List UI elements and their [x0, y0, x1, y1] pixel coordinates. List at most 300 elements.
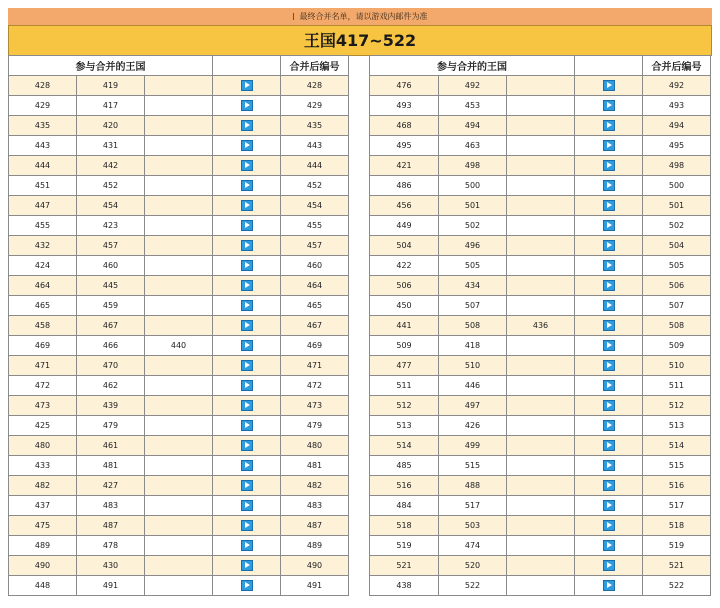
kingdom-b-cell: 508: [439, 316, 507, 336]
table-row: [370, 196, 711, 216]
page-title: 王国417~522: [8, 25, 712, 56]
new-id-cell: 489: [281, 536, 349, 556]
kingdom-a-cell: 477: [370, 356, 439, 376]
icon-cell: [213, 296, 281, 316]
kingdom-a-cell: 432: [9, 236, 77, 256]
play-icon[interactable]: [241, 540, 253, 551]
kingdom-a-cell: 509: [370, 336, 439, 356]
kingdom-c-cell: [145, 276, 213, 296]
kingdom-c-cell: [507, 96, 575, 116]
table-row: [9, 336, 349, 356]
kingdom-c-cell: [145, 436, 213, 456]
play-icon[interactable]: [241, 80, 253, 91]
kingdom-b-cell: 430: [77, 556, 145, 576]
kingdom-c-cell: [145, 256, 213, 276]
kingdom-a-cell: 473: [9, 396, 77, 416]
new-id-cell: 506: [643, 276, 711, 296]
kingdom-c-cell: [507, 116, 575, 136]
kingdom-a-cell: 504: [370, 236, 439, 256]
icon-cell: [213, 116, 281, 136]
table-row: [9, 496, 349, 516]
play-icon[interactable]: [241, 560, 253, 571]
kingdom-b-cell: 417: [77, 96, 145, 116]
kingdom-c-cell: [145, 376, 213, 396]
table-row: [9, 296, 349, 316]
kingdom-c-cell: [145, 176, 213, 196]
kingdom-a-cell: 429: [9, 96, 77, 116]
kingdom-a-cell: 484: [370, 496, 439, 516]
new-id-cell: 483: [281, 496, 349, 516]
kingdom-c-cell: [145, 316, 213, 336]
kingdom-c-cell: [145, 536, 213, 556]
icon-cell: [575, 316, 643, 336]
table-row: [9, 396, 349, 416]
kingdom-b-cell: 431: [77, 136, 145, 156]
kingdom-c-cell: [145, 496, 213, 516]
table-row: [9, 176, 349, 196]
kingdom-c-cell: [507, 216, 575, 236]
table-row: [370, 276, 711, 296]
table-row: [370, 76, 711, 96]
divider-icon: [293, 13, 294, 20]
play-icon[interactable]: [603, 400, 615, 411]
play-icon[interactable]: [603, 260, 615, 271]
new-id-cell: 508: [643, 316, 711, 336]
kingdom-a-cell: 514: [370, 436, 439, 456]
kingdom-b-cell: 522: [439, 576, 507, 596]
kingdom-a-cell: 433: [9, 456, 77, 476]
new-id-cell: 491: [281, 576, 349, 596]
kingdom-c-cell: [145, 576, 213, 596]
kingdom-b-cell: 497: [439, 396, 507, 416]
table-row: [9, 76, 349, 96]
icon-cell: [213, 156, 281, 176]
play-icon[interactable]: [241, 100, 253, 111]
kingdom-a-cell: 447: [9, 196, 77, 216]
play-icon[interactable]: [603, 160, 615, 171]
kingdom-c-cell: [145, 196, 213, 216]
play-icon[interactable]: [241, 280, 253, 291]
table-row: [9, 436, 349, 456]
play-icon[interactable]: [241, 460, 253, 471]
new-id-cell: 455: [281, 216, 349, 236]
icon-cell: [575, 216, 643, 236]
play-icon[interactable]: [241, 180, 253, 191]
kingdom-a-cell: 519: [370, 536, 439, 556]
kingdom-c-cell: [507, 476, 575, 496]
table-row: [9, 276, 349, 296]
kingdom-a-cell: 424: [9, 256, 77, 276]
icon-cell: [213, 176, 281, 196]
table-row: [370, 336, 711, 356]
kingdom-b-cell: 501: [439, 196, 507, 216]
kingdom-b-cell: 520: [439, 556, 507, 576]
kingdom-b-cell: 434: [439, 276, 507, 296]
play-icon[interactable]: [603, 100, 615, 111]
kingdom-b-cell: 505: [439, 256, 507, 276]
table-row: [370, 556, 711, 576]
kingdom-b-cell: 460: [77, 256, 145, 276]
table-row: [370, 416, 711, 436]
play-icon[interactable]: [241, 120, 253, 131]
merge-table-right: [369, 55, 711, 596]
play-icon[interactable]: [241, 340, 253, 351]
kingdom-a-cell: 428: [9, 76, 77, 96]
kingdom-b-cell: 507: [439, 296, 507, 316]
kingdom-b-cell: 499: [439, 436, 507, 456]
kingdom-b-cell: 420: [77, 116, 145, 136]
kingdom-a-cell: 518: [370, 516, 439, 536]
play-icon[interactable]: [241, 440, 253, 451]
table-row: [9, 136, 349, 156]
table-row: [370, 356, 711, 376]
kingdom-b-cell: 454: [77, 196, 145, 216]
kingdom-c-cell: [507, 76, 575, 96]
table-header-row: [370, 56, 711, 76]
table-row: [9, 476, 349, 496]
icon-cell: [575, 196, 643, 216]
kingdom-c-cell: [145, 136, 213, 156]
play-icon[interactable]: [603, 520, 615, 531]
kingdom-a-cell: 449: [370, 216, 439, 236]
kingdom-c-cell: 436: [507, 316, 575, 336]
header-blank: [575, 56, 643, 76]
merge-table-left: [8, 55, 349, 596]
new-id-cell: 515: [643, 456, 711, 476]
play-icon[interactable]: [603, 180, 615, 191]
icon-cell: [213, 316, 281, 336]
notice-banner: [8, 8, 712, 25]
kingdom-a-cell: 425: [9, 416, 77, 436]
new-id-cell: 492: [643, 76, 711, 96]
kingdom-c-cell: [145, 416, 213, 436]
new-id-cell: 490: [281, 556, 349, 576]
new-id-cell: 500: [643, 176, 711, 196]
play-icon[interactable]: [241, 480, 253, 491]
new-id-cell: 435: [281, 116, 349, 136]
table-row: [9, 196, 349, 216]
icon-cell: [213, 436, 281, 456]
kingdom-a-cell: 456: [370, 196, 439, 216]
kingdom-b-cell: 452: [77, 176, 145, 196]
kingdom-b-cell: 462: [77, 376, 145, 396]
table-row: [370, 496, 711, 516]
new-id-cell: 510: [643, 356, 711, 376]
kingdom-b-cell: 470: [77, 356, 145, 376]
icon-cell: [213, 256, 281, 276]
kingdom-c-cell: [507, 176, 575, 196]
icon-cell: [213, 576, 281, 596]
play-icon[interactable]: [603, 460, 615, 471]
icon-cell: [575, 96, 643, 116]
table-row: [370, 576, 711, 596]
table-row: [9, 116, 349, 136]
kingdom-c-cell: [507, 416, 575, 436]
icon-cell: [213, 356, 281, 376]
kingdom-b-cell: 496: [439, 236, 507, 256]
new-id-cell: 517: [643, 496, 711, 516]
table-row: [370, 296, 711, 316]
play-icon[interactable]: [603, 320, 615, 331]
kingdom-a-cell: 512: [370, 396, 439, 416]
play-icon[interactable]: [603, 360, 615, 371]
new-id-cell: 487: [281, 516, 349, 536]
kingdom-b-cell: 459: [77, 296, 145, 316]
kingdom-c-cell: [145, 156, 213, 176]
kingdom-a-cell: 469: [9, 336, 77, 356]
icon-cell: [575, 516, 643, 536]
icon-cell: [213, 556, 281, 576]
kingdom-b-cell: 494: [439, 116, 507, 136]
play-icon[interactable]: [241, 220, 253, 231]
play-icon[interactable]: [241, 240, 253, 251]
kingdom-c-cell: [145, 396, 213, 416]
new-id-cell: 429: [281, 96, 349, 116]
kingdom-b-cell: 453: [439, 96, 507, 116]
table-row: [9, 456, 349, 476]
new-id-cell: 472: [281, 376, 349, 396]
header-merged: 参与合并的王国: [370, 56, 575, 76]
new-id-cell: 498: [643, 156, 711, 176]
kingdom-b-cell: 426: [439, 416, 507, 436]
kingdom-c-cell: [507, 276, 575, 296]
play-icon[interactable]: [241, 400, 253, 411]
new-id-cell: 471: [281, 356, 349, 376]
kingdom-a-cell: 511: [370, 376, 439, 396]
play-icon[interactable]: [241, 520, 253, 531]
table-row: [9, 236, 349, 256]
play-icon[interactable]: [241, 380, 253, 391]
icon-cell: [575, 476, 643, 496]
play-icon[interactable]: [603, 140, 615, 151]
kingdom-b-cell: 466: [77, 336, 145, 356]
new-id-cell: 513: [643, 416, 711, 436]
icon-cell: [575, 336, 643, 356]
play-icon[interactable]: [241, 140, 253, 151]
kingdom-a-cell: 521: [370, 556, 439, 576]
new-id-cell: 444: [281, 156, 349, 176]
kingdom-c-cell: 440: [145, 336, 213, 356]
new-id-cell: 460: [281, 256, 349, 276]
table-row: [370, 436, 711, 456]
icon-cell: [213, 136, 281, 156]
kingdom-b-cell: 419: [77, 76, 145, 96]
kingdom-c-cell: [507, 516, 575, 536]
kingdom-a-cell: 458: [9, 316, 77, 336]
new-id-cell: 504: [643, 236, 711, 256]
notice-text: 最终合并名单，请以游戏内邮件为准: [299, 12, 428, 21]
new-id-cell: 495: [643, 136, 711, 156]
header-merged: 参与合并的王国: [9, 56, 213, 76]
play-icon[interactable]: [603, 580, 615, 591]
table-header-row: [9, 56, 349, 76]
kingdom-b-cell: 457: [77, 236, 145, 256]
table-row: [9, 156, 349, 176]
kingdom-b-cell: 474: [439, 536, 507, 556]
icon-cell: [575, 136, 643, 156]
table-row: [370, 536, 711, 556]
kingdom-b-cell: 502: [439, 216, 507, 236]
play-icon[interactable]: [603, 480, 615, 491]
new-id-cell: 464: [281, 276, 349, 296]
table-row: [370, 476, 711, 496]
play-icon[interactable]: [603, 380, 615, 391]
table-row: [370, 116, 711, 136]
play-icon[interactable]: [241, 580, 253, 591]
play-icon[interactable]: [603, 300, 615, 311]
kingdom-a-cell: 468: [370, 116, 439, 136]
new-id-cell: 502: [643, 216, 711, 236]
icon-cell: [213, 496, 281, 516]
new-id-cell: 452: [281, 176, 349, 196]
table-row: [370, 396, 711, 416]
kingdom-a-cell: 448: [9, 576, 77, 596]
kingdom-c-cell: [145, 476, 213, 496]
play-icon[interactable]: [241, 420, 253, 431]
kingdom-a-cell: 441: [370, 316, 439, 336]
play-icon[interactable]: [603, 240, 615, 251]
icon-cell: [575, 256, 643, 276]
kingdom-b-cell: 463: [439, 136, 507, 156]
icon-cell: [575, 416, 643, 436]
kingdom-b-cell: 517: [439, 496, 507, 516]
new-id-cell: 428: [281, 76, 349, 96]
kingdom-b-cell: 439: [77, 396, 145, 416]
kingdom-b-cell: 510: [439, 356, 507, 376]
kingdom-b-cell: 442: [77, 156, 145, 176]
kingdom-c-cell: [145, 516, 213, 536]
kingdom-c-cell: [145, 236, 213, 256]
kingdom-c-cell: [507, 376, 575, 396]
kingdom-c-cell: [507, 296, 575, 316]
kingdom-b-cell: 427: [77, 476, 145, 496]
new-id-cell: 480: [281, 436, 349, 456]
kingdom-a-cell: 465: [9, 296, 77, 316]
kingdom-a-cell: 472: [9, 376, 77, 396]
icon-cell: [213, 376, 281, 396]
play-icon[interactable]: [603, 420, 615, 431]
new-id-cell: 507: [643, 296, 711, 316]
play-icon[interactable]: [603, 220, 615, 231]
kingdom-a-cell: 490: [9, 556, 77, 576]
table-row: [9, 536, 349, 556]
kingdom-a-cell: 451: [9, 176, 77, 196]
play-icon[interactable]: [241, 320, 253, 331]
kingdom-b-cell: 461: [77, 436, 145, 456]
new-id-cell: 514: [643, 436, 711, 456]
play-icon[interactable]: [603, 200, 615, 211]
table-row: [370, 176, 711, 196]
icon-cell: [575, 496, 643, 516]
play-icon[interactable]: [603, 340, 615, 351]
table-row: [9, 576, 349, 596]
kingdom-c-cell: [507, 156, 575, 176]
new-id-cell: 469: [281, 336, 349, 356]
play-icon[interactable]: [241, 160, 253, 171]
kingdom-c-cell: [507, 336, 575, 356]
icon-cell: [575, 396, 643, 416]
new-id-cell: 473: [281, 396, 349, 416]
kingdom-a-cell: 475: [9, 516, 77, 536]
icon-cell: [575, 376, 643, 396]
kingdom-b-cell: 483: [77, 496, 145, 516]
icon-cell: [213, 76, 281, 96]
play-icon[interactable]: [603, 440, 615, 451]
new-id-cell: 457: [281, 236, 349, 256]
table-row: [370, 456, 711, 476]
play-icon[interactable]: [241, 300, 253, 311]
kingdom-a-cell: 444: [9, 156, 77, 176]
kingdom-a-cell: 437: [9, 496, 77, 516]
play-icon[interactable]: [603, 120, 615, 131]
play-icon[interactable]: [603, 500, 615, 511]
table-row: [370, 216, 711, 236]
new-id-cell: 467: [281, 316, 349, 336]
header-new-id: 合并后编号: [643, 56, 711, 76]
table-row: [370, 236, 711, 256]
icon-cell: [213, 276, 281, 296]
kingdom-a-cell: 455: [9, 216, 77, 236]
kingdom-b-cell: 515: [439, 456, 507, 476]
table-row: [9, 316, 349, 336]
play-icon[interactable]: [603, 540, 615, 551]
kingdom-a-cell: 486: [370, 176, 439, 196]
new-id-cell: 516: [643, 476, 711, 496]
play-icon[interactable]: [603, 560, 615, 571]
play-icon[interactable]: [241, 500, 253, 511]
kingdom-a-cell: 485: [370, 456, 439, 476]
table-row: [9, 416, 349, 436]
new-id-cell: 479: [281, 416, 349, 436]
kingdom-c-cell: [507, 556, 575, 576]
play-icon[interactable]: [241, 260, 253, 271]
kingdom-b-cell: 498: [439, 156, 507, 176]
icon-cell: [575, 456, 643, 476]
kingdom-a-cell: 513: [370, 416, 439, 436]
kingdom-c-cell: [507, 576, 575, 596]
icon-cell: [213, 236, 281, 256]
kingdom-a-cell: 438: [370, 576, 439, 596]
icon-cell: [213, 336, 281, 356]
new-id-cell: 522: [643, 576, 711, 596]
kingdom-c-cell: [145, 116, 213, 136]
icon-cell: [575, 156, 643, 176]
play-icon[interactable]: [241, 200, 253, 211]
kingdom-c-cell: [507, 496, 575, 516]
play-icon[interactable]: [241, 360, 253, 371]
kingdom-c-cell: [507, 436, 575, 456]
table-row: [9, 256, 349, 276]
icon-cell: [213, 476, 281, 496]
kingdom-a-cell: 443: [9, 136, 77, 156]
kingdom-a-cell: 480: [9, 436, 77, 456]
kingdom-b-cell: 500: [439, 176, 507, 196]
kingdom-b-cell: 479: [77, 416, 145, 436]
kingdom-b-cell: 503: [439, 516, 507, 536]
kingdom-a-cell: 435: [9, 116, 77, 136]
icon-cell: [575, 296, 643, 316]
kingdom-c-cell: [507, 456, 575, 476]
kingdom-b-cell: 467: [77, 316, 145, 336]
play-icon[interactable]: [603, 80, 615, 91]
icon-cell: [575, 76, 643, 96]
kingdom-b-cell: 492: [439, 76, 507, 96]
icon-cell: [213, 216, 281, 236]
kingdom-b-cell: 423: [77, 216, 145, 236]
play-icon[interactable]: [603, 280, 615, 291]
icon-cell: [213, 536, 281, 556]
icon-cell: [213, 196, 281, 216]
